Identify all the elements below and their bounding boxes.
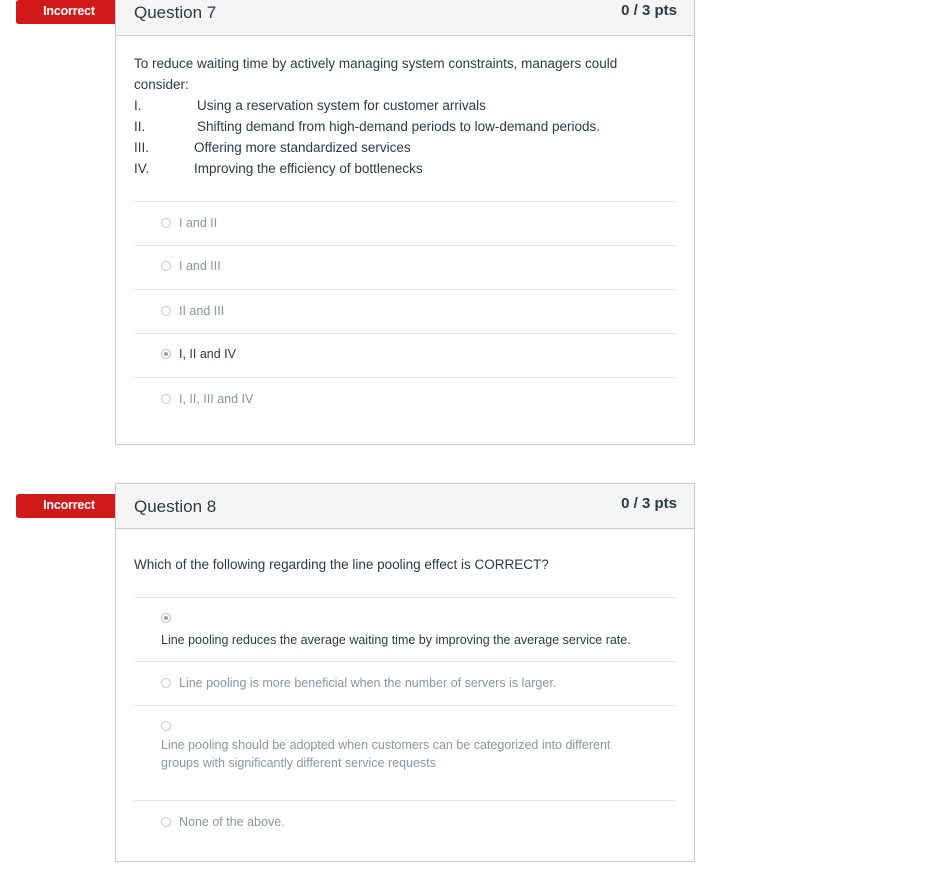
roman-list [134,95,676,179]
radio-button[interactable] [161,721,171,731]
incorrect-badge [16,494,130,518]
radio-button[interactable] [161,678,171,688]
question-text: Which of the following regarding the line pooling effect is CORRECT? [134,557,549,572]
answer-option[interactable] [134,661,676,705]
radio-button[interactable] [161,261,171,271]
answer-option[interactable] [134,201,676,245]
answer-label: None of the above. [179,815,285,829]
answer-label: I and III [179,259,221,273]
list-item-number: I. [134,98,142,113]
question-header [116,484,694,529]
radio-button[interactable] [161,817,171,827]
question-card [115,483,695,862]
answer-option[interactable] [134,245,676,289]
list-item-text: Shifting demand from high-demand periods to low-demand periods. [197,119,600,134]
question-points: 0 / 3 pts [621,495,677,512]
list-item-text: Offering more standardized services [194,140,411,155]
list-item-text: Improving the efficiency of bottlenecks [194,161,423,176]
answer-option[interactable] [134,289,676,333]
answer-option[interactable] [134,705,676,800]
list-item [134,158,676,179]
question-title: Question 7 [134,3,217,22]
answer-label: I, II and IV [179,347,236,361]
radio-button[interactable] [161,218,171,228]
question-title: Question 8 [134,497,217,516]
question-points: 0 / 3 pts [621,2,677,19]
question-header [116,0,694,36]
incorrect-badge-label: Incorrect [43,498,95,512]
list-item-number: IV. [134,161,150,176]
list-item-text: Using a reservation system for customer arrivals [197,98,486,113]
list-item [134,95,676,116]
answer-label: I and II [179,216,218,230]
question-body [116,554,694,861]
answer-label: I, II, III and IV [179,392,254,406]
radio-button-checked[interactable] [161,349,171,359]
radio-button[interactable] [161,394,171,404]
list-item [134,137,676,158]
answer-option-selected[interactable] [134,597,676,661]
question-body [116,53,694,438]
answer-option-selected[interactable] [134,333,676,377]
answer-label: II and III [179,304,225,318]
answer-label: Line pooling is more beneficial when the number of servers is larger. [179,676,557,690]
question-text: To reduce waiting time by actively managing system constraints, managers could consider: [134,56,618,92]
list-item-number: II. [134,119,146,134]
answer-label: Line pooling reduces the average waiting time by improving the average service rate. [161,633,631,647]
answer-option[interactable] [134,800,676,861]
incorrect-badge [16,0,130,24]
list-item-number: III. [134,140,150,155]
list-item [134,116,676,137]
answer-list [134,201,676,438]
answer-list [134,597,676,861]
radio-button[interactable] [161,306,171,316]
answer-label: Line pooling should be adopted when customers can be categorized into different groups with significantly different service requests [161,738,611,770]
radio-button-checked[interactable] [161,613,171,623]
question-card [115,0,695,445]
incorrect-badge-label: Incorrect [43,4,95,18]
answer-option[interactable] [134,377,676,438]
